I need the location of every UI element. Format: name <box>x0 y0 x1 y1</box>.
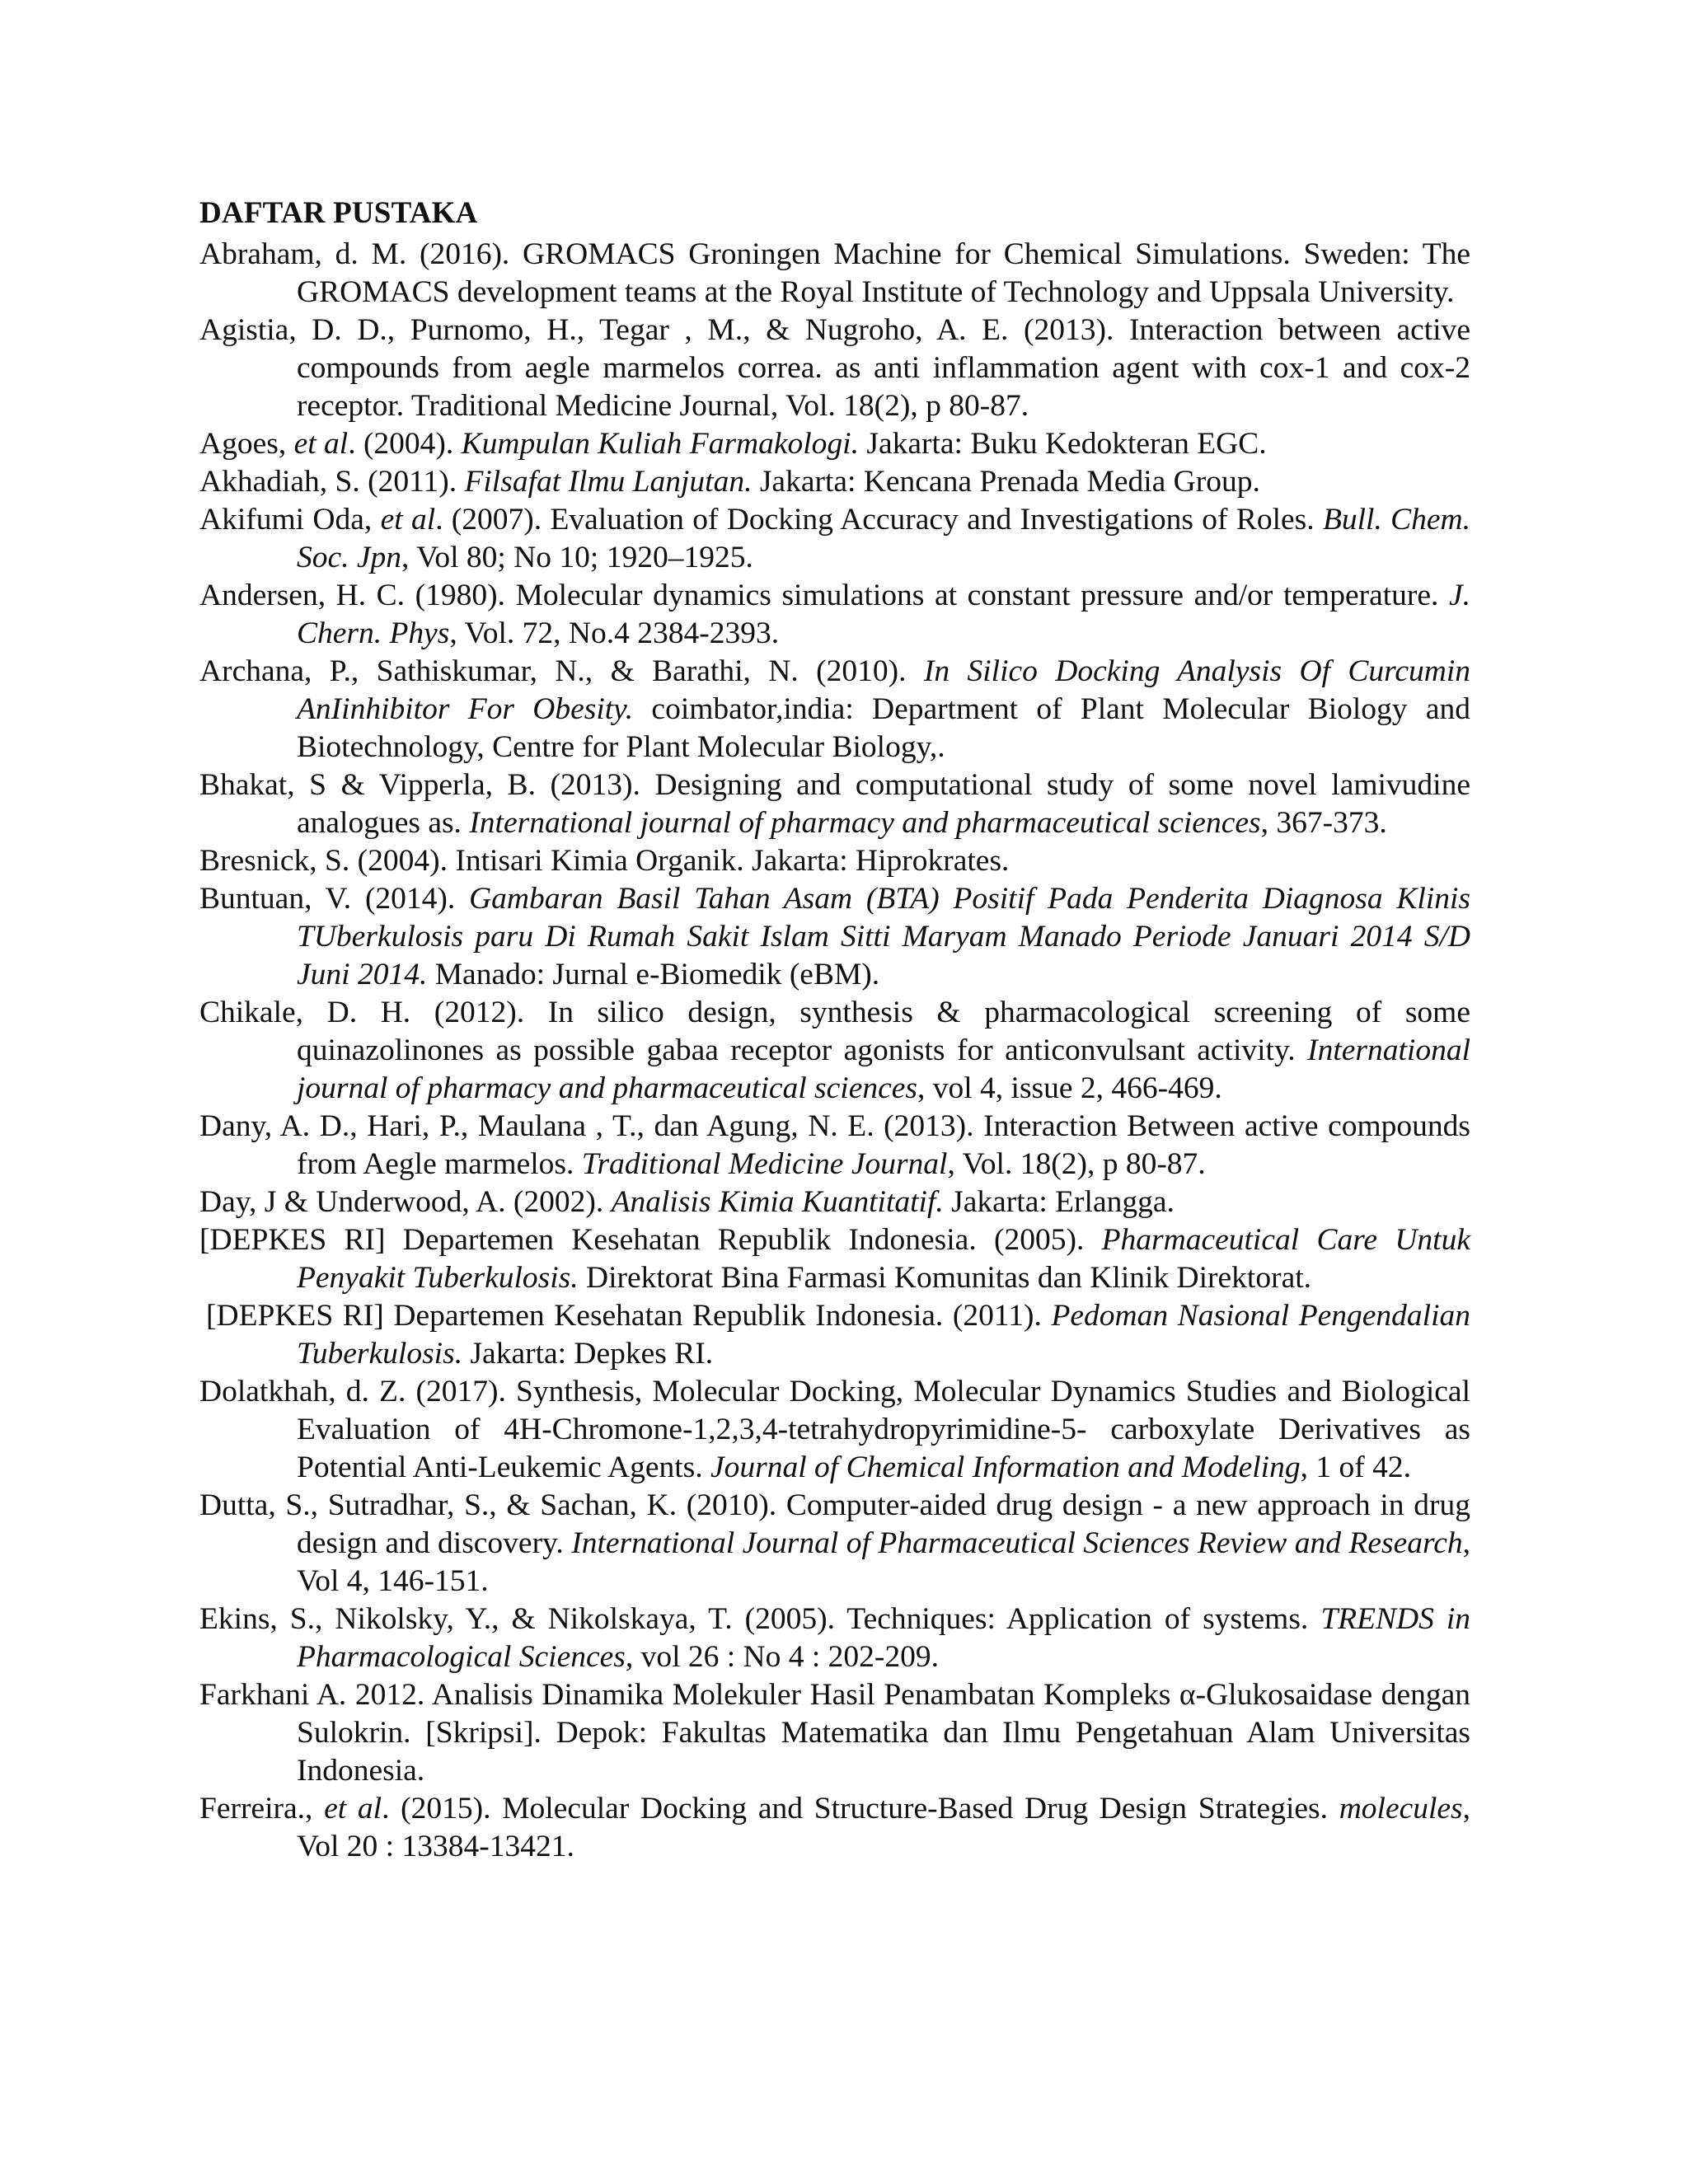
reference-italic-text: TRENDS in Pharmacological Sciences <box>297 1602 1470 1674</box>
reference-text: [DEPKES RI] Departemen Kesehatan Republik Indonesia. (2011). <box>206 1299 1052 1333</box>
reference-italic-text: Analisis Kimia Kuantitatif. <box>611 1185 944 1219</box>
reference-text: , Vol 80; No 10; 1920–1925. <box>401 541 753 574</box>
reference-text: Akifumi Oda, <box>199 503 381 537</box>
reference-entry <box>199 1601 1470 1676</box>
reference-italic-text: Traditional Medicine Journal <box>581 1147 948 1181</box>
reference-entry <box>199 577 1470 653</box>
reference-text: , vol 26 : No 4 : 202-209. <box>625 1640 940 1674</box>
reference-text: Buntuan, V. (2014). <box>199 882 470 916</box>
reference-entry <box>206 1297 1470 1373</box>
reference-italic-text: et al <box>380 503 436 537</box>
reference-entry <box>199 1108 1470 1183</box>
reference-text: Dany, A. D., Hari, P., Maulana , T., dan Agung, N. E. (2013). Interaction Between active compounds from Aegle marmelos. <box>199 1109 1470 1181</box>
reference-entry <box>199 236 1470 312</box>
reference-entry <box>199 1183 1470 1221</box>
reference-italic-text: Gambaran Basil Tahan Asam (BTA) Positif Pada Penderita Diagnosa Klinis TUberkulosis paru Di Rumah Sakit Islam Sitti Maryam Manado Periode Januari 2014 S/D Juni 2014. <box>297 882 1470 991</box>
reference-text: , Vol 4, 146-151. <box>297 1526 1470 1598</box>
reference-text: Andersen, H. C. (1980). Molecular dynamics simulations at constant pressure and/or temperature. <box>199 579 1449 612</box>
reference-italic-text: molecules <box>1339 1792 1463 1825</box>
reference-text: , 1 of 42. <box>1300 1451 1411 1484</box>
reference-italic-text: International journal of pharmacy and pharmaceutical sciences <box>469 806 1261 840</box>
reference-text: , 367-373. <box>1260 806 1387 840</box>
reference-list <box>199 236 1470 1866</box>
reference-text: , Vol. 18(2), p 80-87. <box>947 1147 1206 1181</box>
page-title: DAFTAR PUSTAKA <box>199 196 478 230</box>
reference-italic-text: et al <box>324 1792 382 1825</box>
reference-entry <box>199 501 1470 577</box>
reference-entry <box>199 1373 1470 1487</box>
reference-text: Agoes, <box>199 427 294 461</box>
reference-entry <box>199 1790 1470 1866</box>
reference-text: , Vol 20 : 13384-13421. <box>297 1792 1471 1863</box>
reference-entry <box>199 766 1470 842</box>
reference-entry <box>199 842 1470 880</box>
reference-text: Jakarta: Buku Kedokteran EGC. <box>858 427 1267 461</box>
reference-entry <box>199 653 1470 766</box>
reference-italic-text: Pedoman Nasional Pengendalian Tuberkulosis. <box>297 1299 1471 1371</box>
reference-entry <box>199 880 1470 994</box>
reference-text: Abraham, d. M. (2016). GROMACS Groningen Machine for Chemical Simulations. Sweden: The GROMACS development teams at the Royal Institute of Technology and Uppsala University. <box>199 237 1470 309</box>
reference-italic-text: Filsafat Ilmu Lanjutan. <box>464 465 753 499</box>
reference-text: Jakarta: Kencana Prenada Media Group. <box>752 465 1260 499</box>
reference-text: Dutta, S., Sutradhar, S., & Sachan, K. (2010). Computer-aided drug design - a new approach in drug design and discovery. <box>199 1488 1470 1560</box>
reference-text: Akhadiah, S. (2011). <box>199 465 465 499</box>
reference-text: . (2004). <box>348 427 462 461</box>
reference-text: Ekins, S., Nikolsky, Y., & Nikolskaya, T. (2005). Techniques: Application of systems. <box>199 1602 1321 1636</box>
reference-text: Direktorat Bina Farmasi Komunitas dan Klinik Direktorat. <box>578 1261 1312 1295</box>
reference-text: , Vol. 72, No.4 2384-2393. <box>449 616 780 650</box>
reference-text: Bhakat, S & Vipperla, B. (2013). Designing and computational study of some novel lamivudine analogues as. <box>199 768 1470 840</box>
reference-text: coimbator,india: Department of Plant Molecular Biology and Biotechnology, Centre for Plant Molecular Biology,. <box>297 692 1470 764</box>
reference-italic-text: Bull. Chem. Soc. Jpn <box>297 503 1470 574</box>
reference-text: , vol 4, issue 2, 466-469. <box>917 1071 1222 1105</box>
reference-text: . (2015). Molecular Docking and Structure-Based Drug Design Strategies. <box>382 1792 1339 1825</box>
reference-entry <box>199 1221 1470 1297</box>
reference-text: Dolatkhah, d. Z. (2017). Synthesis, Molecular Docking, Molecular Dynamics Studies and Biological Evaluation of 4H-Chromone-1,2,3,4-tetrahydropyrimidine-5- carboxylate Derivatives as Potential Anti-Leukemic Agents. <box>199 1375 1470 1484</box>
reference-italic-text: J. Chern. Phys <box>297 579 1470 650</box>
reference-italic-text: Pharmaceutical Care Untuk Penyakit Tuberkulosis. <box>297 1223 1471 1295</box>
reference-italic-text: International journal of pharmacy and pharmaceutical sciences <box>297 1033 1470 1105</box>
reference-text: Jakarta: Erlangga. <box>943 1185 1175 1219</box>
reference-entry <box>199 1487 1470 1601</box>
reference-text: Ferreira., <box>199 1792 325 1825</box>
reference-italic-text: et al <box>293 427 349 461</box>
reference-text: Jakarta: Depkes RI. <box>462 1337 714 1371</box>
reference-text: Farkhani A. 2012. Analisis Dinamika Molekuler Hasil Penambatan Kompleks α-Glukosaidase dengan Sulokrin. [Skripsi]. Depok: Fakultas Matematika dan Ilmu Pengetahuan Alam Universitas Indonesia. <box>199 1678 1470 1788</box>
reference-entry <box>199 1676 1470 1790</box>
reference-text: [DEPKES RI] Departemen Kesehatan Republik Indonesia. (2005). <box>199 1223 1102 1257</box>
reference-text: . (2007). Evaluation of Docking Accuracy and Investigations of Roles. <box>435 503 1323 537</box>
reference-italic-text: Kumpulan Kuliah Farmakologi. <box>461 427 859 461</box>
document-page <box>199 194 1470 1866</box>
reference-text: Archana, P., Sathiskumar, N., & Barathi, N. (2010). <box>199 654 924 688</box>
reference-entry <box>199 994 1470 1108</box>
reference-text: Agistia, D. D., Purnomo, H., Tegar , M., & Nugroho, A. E. (2013). Interaction between active compounds from aegle marmelos correa. as anti inflammation agent with cox-1 and cox-2 receptor. Traditional Medicine Journal, Vol. 18(2), p 80-87. <box>199 313 1470 423</box>
reference-text: Day, J & Underwood, A. (2002). <box>199 1185 612 1219</box>
reference-italic-text: Journal of Chemical Information and Modeling <box>710 1451 1301 1484</box>
reference-text: Bresnick, S. (2004). Intisari Kimia Organik. Jakarta: Hiprokrates. <box>199 844 1010 878</box>
reference-text: Manado: Jurnal e-Biomedik (eBM). <box>427 958 880 991</box>
reference-entry <box>199 312 1470 425</box>
reference-entry <box>199 463 1470 501</box>
reference-italic-text: International Journal of Pharmaceutical Sciences Review and Research <box>571 1526 1463 1560</box>
reference-italic-text: In Silico Docking Analysis Of Curcumin AnIinhibitor For Obesity. <box>297 654 1470 726</box>
reference-entry <box>199 425 1470 463</box>
reference-text: Chikale, D. H. (2012). In silico design, synthesis & pharmacological screening of some quinazolinones as possible gabaa receptor agonists for anticonvulsant activity. <box>199 996 1470 1067</box>
